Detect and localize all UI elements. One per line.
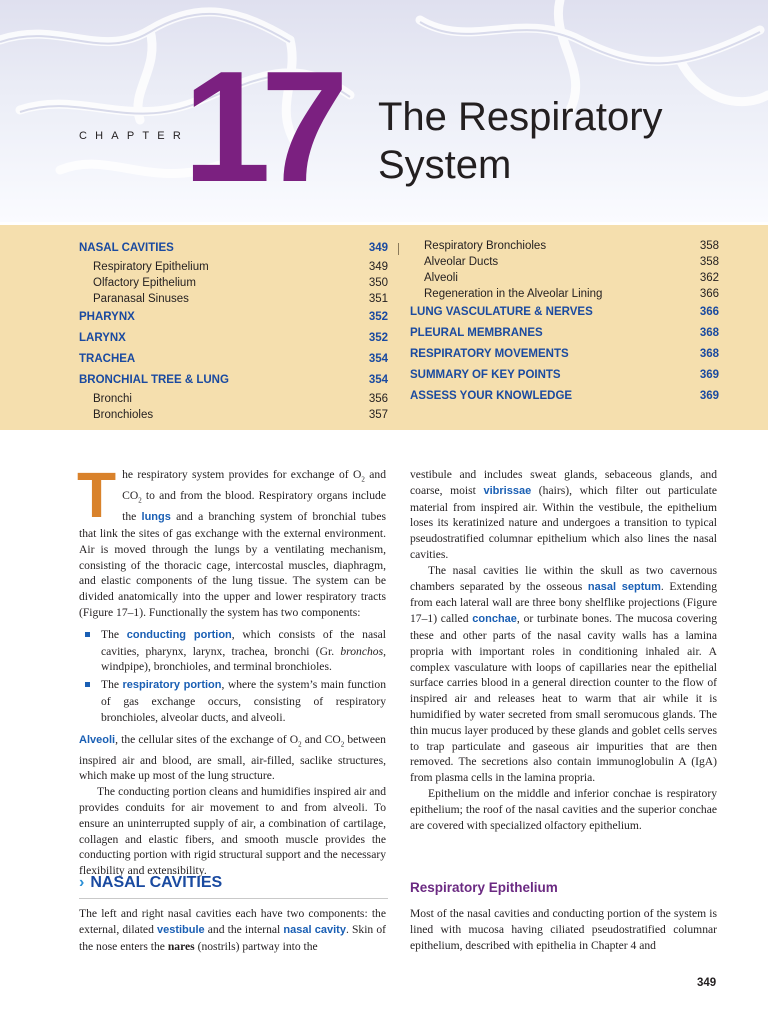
toc-entry-page: 368 xyxy=(699,327,719,339)
toc-entry xyxy=(410,254,719,270)
text-run: vestibule and includes sweat glands, sebaceous glands, and coarse, moist xyxy=(410,468,717,497)
toc-entry xyxy=(79,370,388,391)
toc-entry-label: Alveoli xyxy=(424,272,458,284)
toc-entry xyxy=(79,275,388,291)
text-run: The nasal cavities lie within the skull as two cavernous chambers separated by the osseous xyxy=(410,563,717,593)
bullet-square-icon xyxy=(85,682,90,687)
toc-entry-page: 349 xyxy=(368,242,388,254)
toc-entry-page: 358 xyxy=(699,240,719,252)
toc-entry-label: PHARYNX xyxy=(79,311,135,323)
left-text-column xyxy=(77,459,386,879)
keyword-respiratory-portion: respiratory portion xyxy=(122,679,222,692)
toc-divider xyxy=(398,243,399,255)
chevron-right-icon: › xyxy=(79,874,85,891)
text-run: The xyxy=(101,678,123,692)
toc-entry-label: LARYNX xyxy=(79,332,126,344)
toc-entry-label: Bronchi xyxy=(93,393,132,405)
text-run: and CO xyxy=(122,468,386,503)
components-list xyxy=(79,627,386,726)
toc-entry-page: 354 xyxy=(368,374,388,386)
conducting-portion-paragraph: The conducting portion cleans and humidifies inspired air and provides conduits for air movement to and from alveoli. To ensure an uninterrupted supply of air, a combination of cartilage, collagen and elastic fibers, and smooth muscle provides the conducting portion with rigid structural support and the necessary flexibility and extensibility. xyxy=(79,785,386,878)
text-run: The left and right nasal cavities each have two components: the external, dilated xyxy=(79,907,386,936)
text-run: , or turbinate bones. The mucosa covering these and other parts of the nasal cavity walls has a lamina propria with important roles in conditioning inhaled air. A complex vasculature with loops of capillaries near the epithelial surface carries blood in a general direction counter to the flow of inspired air and releases heat to warm that air while it is humidified by water secreted from small seromucous glands. The thin mucus layer produced by these glands and goblet cells serves to trap particulate and gaseous air impurities that are then removed. The secretions also contain immunoglobulin A (IgA) from plasma cells in the lamina propria. xyxy=(410,612,717,785)
right-text-column xyxy=(410,467,717,833)
toc-entry xyxy=(79,328,388,349)
toc-entry xyxy=(410,286,719,302)
text-run: to and from the blood. Respiratory organs include the xyxy=(122,489,386,524)
italic-term: bronchos xyxy=(340,644,384,658)
subscript: 2 xyxy=(298,739,302,748)
subscript: 2 xyxy=(138,496,142,505)
toc-right-column xyxy=(410,238,719,407)
toc-entry-page: 354 xyxy=(368,353,388,365)
term-nares: nares xyxy=(167,939,195,953)
conchae-epithelium-paragraph: Epithelium on the middle and inferior conchae is respiratory epithelium; the roof of the nasal cavities and the superior conchae are covered with specialized olfactory epithelium. xyxy=(410,786,717,832)
text-run: and CO xyxy=(301,732,341,746)
text-run: . Extending from each lateral wall are three bony shelflike projections (Figure 17–1) called xyxy=(410,579,718,626)
toc-entry-label: TRACHEA xyxy=(79,353,136,365)
toc-entry-page: 366 xyxy=(699,288,719,300)
toc-entry-label: Respiratory Bronchioles xyxy=(424,240,547,252)
toc-entry-label: BRONCHIAL TREE & LUNG xyxy=(79,374,229,386)
text-run: , which consists of the nasal cavities, pharynx, larynx, trachea, bronchi (Gr. xyxy=(101,627,386,658)
chapter-title xyxy=(378,93,738,189)
toc-entry xyxy=(79,349,388,370)
section-heading-nasal-cavities xyxy=(79,874,388,899)
chapter-title-line-2: System xyxy=(378,143,512,187)
nasal-cavities-paragraph xyxy=(79,906,386,954)
keyword-vestibule: vestibule xyxy=(156,923,205,936)
toc-entry xyxy=(410,270,719,286)
intro-paragraph xyxy=(77,459,386,621)
toc-entry-page: 369 xyxy=(699,369,719,381)
nasal-septum-paragraph xyxy=(410,563,717,786)
subscript: 2 xyxy=(361,475,365,484)
toc-entry-label: ASSESS YOUR KNOWLEDGE xyxy=(410,390,573,402)
keyword-lungs: lungs xyxy=(141,511,171,524)
toc-entry-page: 352 xyxy=(368,332,388,344)
toc-left-column xyxy=(79,238,388,423)
text-run: between inspired air and blood, are small, air-filled, saclike structures, which make up most of the lung structure. xyxy=(79,732,386,783)
toc-entry-page: 351 xyxy=(368,293,388,305)
toc-entry xyxy=(79,307,388,328)
keyword-nasal-septum: nasal septum xyxy=(587,580,661,593)
keyword-conchae: conchae xyxy=(472,613,517,626)
toc-entry xyxy=(79,291,388,307)
toc-entry xyxy=(79,391,388,407)
keyword-alveoli: Alveoli xyxy=(79,733,116,746)
keyword-vibrissae: vibrissae xyxy=(483,484,532,497)
toc-entry-label: SUMMARY OF KEY POINTS xyxy=(410,369,561,381)
toc-entry-label: Bronchioles xyxy=(93,409,154,421)
toc-entry-page: 349 xyxy=(368,261,388,273)
keyword-conducting-portion: conducting portion xyxy=(126,628,232,641)
toc-entry-page: 366 xyxy=(699,306,719,318)
toc-entry xyxy=(410,344,719,365)
toc-entry-label: Respiratory Epithelium xyxy=(93,261,209,273)
text-run: . Skin of the nose enters the xyxy=(79,922,386,953)
text-run: he respiratory system provides for exchange of O xyxy=(122,468,362,481)
toc-entry-page: 350 xyxy=(368,277,388,289)
chapter-title-line-1: The Respiratory xyxy=(378,95,663,139)
alveoli-paragraph xyxy=(79,732,386,785)
text-run: and a branching system of bronchial tubes that link the sites of gas exchange with the external environment. Air is moved through the lungs by a ventilating mechanism, consisting of the thoracic cage, intercostal muscles, diaphragm, and elastic components of the lung tissue. The system can be divided anatomically into the upper and lower respiratory tracts (Figure 17–1). Functionally the system has two components: xyxy=(79,510,386,619)
chapter-label: CHAPTER xyxy=(79,130,189,142)
toc-entry-label: LUNG VASCULATURE & NERVES xyxy=(410,306,593,318)
toc-entry xyxy=(79,407,388,423)
toc-entry xyxy=(79,259,388,275)
text-run: , windpipe), bronchioles, and terminal bronchioles. xyxy=(101,644,386,674)
toc-entry xyxy=(410,365,719,386)
page-number: 349 xyxy=(697,977,717,989)
toc-entry-page: 369 xyxy=(699,390,719,402)
text-run: , where the system’s main function of gas exchange occurs, consisting of respiratory bronchioles, alveolar ducts, and alveoli. xyxy=(101,678,386,724)
toc-entry-page: 362 xyxy=(699,272,719,284)
list-item xyxy=(101,627,386,675)
drop-cap: T xyxy=(77,459,117,531)
toc-entry-page: 357 xyxy=(368,409,388,421)
text-run: The xyxy=(101,627,127,641)
toc-entry-label: Regeneration in the Alveolar Lining xyxy=(424,288,603,300)
section-heading-text: NASAL CAVITIES xyxy=(90,874,223,891)
text-run: (nostrils) partway into the xyxy=(194,939,318,953)
respiratory-epithelium-paragraph: Most of the nasal cavities and conducting portion of the system is lined with mucosa having ciliated pseudostratified columnar epithelium, described with epithelia in Chapter 4 and xyxy=(410,907,717,952)
bullet-square-icon xyxy=(85,632,90,637)
toc-entry-label: PLEURAL MEMBRANES xyxy=(410,327,543,339)
list-item xyxy=(101,677,386,725)
subsection-heading-respiratory-epithelium: Respiratory Epithelium xyxy=(410,880,558,895)
toc-entry-label: NASAL CAVITIES xyxy=(79,242,174,254)
toc-entry xyxy=(79,238,388,259)
toc-entry xyxy=(410,238,719,254)
chapter-header xyxy=(0,0,768,222)
toc-entry-page: 368 xyxy=(699,348,719,360)
vestibule-paragraph xyxy=(410,467,717,563)
chapter-number: 17 xyxy=(183,39,339,215)
text-run: (hairs), which filter out particulate material from inspired air. Within the vestibule, the epithelium loses its keratinized nature and undergoes a transition to typical pseudostratified columnar epithelium which also lines the nasal cavities. xyxy=(410,483,717,561)
text-run: and the internal xyxy=(204,922,284,936)
toc-entry xyxy=(410,302,719,323)
text-run: , the cellular sites of the exchange of O xyxy=(115,732,299,746)
toc-entry-page: 358 xyxy=(699,256,719,268)
toc-entry-page: 352 xyxy=(368,311,388,323)
toc-entry-label: Paranasal Sinuses xyxy=(93,293,189,305)
toc-entry xyxy=(410,323,719,344)
toc-entry-label: Alveolar Ducts xyxy=(424,256,499,268)
chapter-contents-box xyxy=(0,222,768,430)
toc-entry-page: 356 xyxy=(368,393,388,405)
toc-entry xyxy=(410,386,719,407)
subscript: 2 xyxy=(340,739,345,748)
toc-entry-label: RESPIRATORY MOVEMENTS xyxy=(410,348,569,360)
toc-entry-label: Olfactory Epithelium xyxy=(93,277,196,289)
keyword-nasal-cavity: nasal cavity xyxy=(283,923,346,936)
